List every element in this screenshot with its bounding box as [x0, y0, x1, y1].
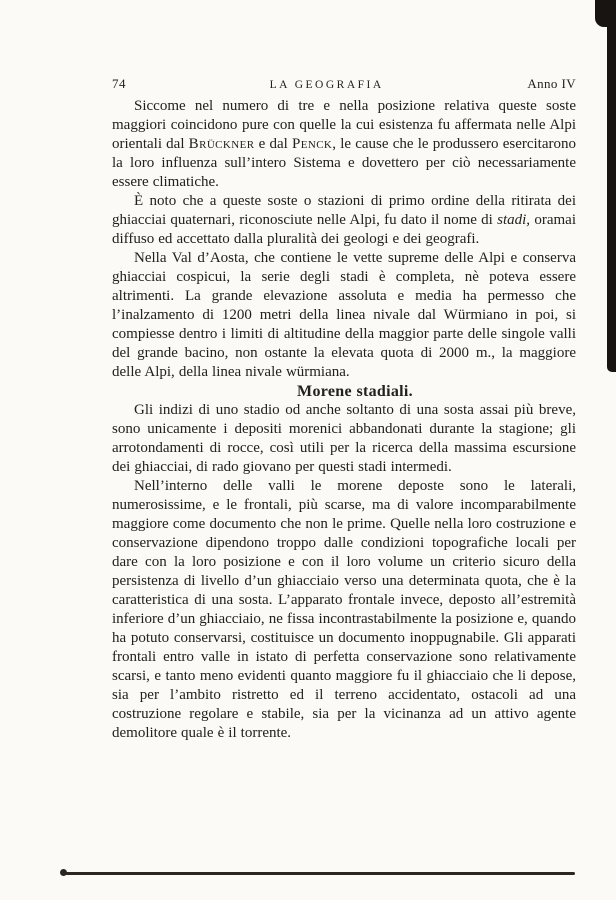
- text-segment: Nell’interno delle valli le morene deposte sono le laterali, numerosissime, e le frontali, più scarse, ma di valore incomparabilmente maggiore come documento che non le prime. Quelle nella loro costruzione e conservazione dipendono troppo dalle condizioni topografiche locali per dare con la loro posizione e con il loro volume un criterio sicuro della persistenza di livello d’un ghiacciaio verso una determinata quota, che è la caratteristica di una sosta. L’apparato frontale invece, deposto all’estremità inferiore d’un ghiacciaio, ne fissa incontrastabilmente la posizione e, quando ha potuto conservarsi, costituisce un documento inoppugnabile. Gli apparati frontali entro valle in istato di perfetta conservazione sono relativamente scarsi, e tanto meno evidenti quanto maggiore fu il ghiacciaio che li depose, sia per l’ambito ristretto ed il terreno accidentato, ostacoli ad una costruzione regolare e stabile, sia per la vicinanza ad un attivo agente demolitore quale è il torrente.: [112, 478, 576, 741]
- paragraph: [112, 401, 576, 477]
- text-segment: e dal: [254, 136, 292, 152]
- issue-label: Anno IV: [527, 76, 576, 91]
- text-segment: Gli indizi di uno stadio od anche soltanto di una sosta assai più breve, sono unicamente i depositi morenici abbandonati durante la stagione; gli arrotondamenti di rocce, così utili per la ricerca della massima escursione dei ghiacciai, di rado giovano per questi stadi intermedi.: [112, 402, 576, 475]
- page-number: 74: [112, 76, 126, 91]
- text-segment: , le cause che le produssero esercitarono la loro influenza sull’intero Sistema e dovettero per ciò necessariamente essere climatiche.: [112, 136, 576, 190]
- paragraph: [112, 477, 576, 743]
- body-text-after-heading: [112, 401, 576, 743]
- journal-title: LA GEOGRAFIA: [269, 79, 384, 91]
- text-segment-italic: stadi,: [497, 212, 531, 228]
- paragraph: [112, 249, 576, 382]
- text-segment: Siccome nel numero di tre e nella posizione relativa queste soste maggiori coincidono pure con quelle la cui esistenza fu affermata nelle Alpi orientali dal: [112, 98, 576, 152]
- running-header: [112, 76, 576, 92]
- scan-artifact-top-right-corner: [595, 0, 616, 27]
- text-segment: oramai diffuso ed accettato dalla pluralità dei geologi e dei geografi.: [112, 212, 576, 247]
- text-column: [112, 97, 576, 743]
- paragraph: [112, 97, 576, 192]
- text-segment: È noto che a queste soste o stazioni di primo ordine della ritirata dei ghiacciai quaternari, riconosciute nelle Alpi, fu dato il nome di: [112, 193, 576, 228]
- paragraph: [112, 192, 576, 249]
- scan-artifact-bottom-rule: [62, 872, 575, 875]
- scan-artifact-right-edge: [607, 0, 616, 372]
- text-segment: Nella Val d’Aosta, che contiene le vette supreme delle Alpi e conserva ghiacciai cospicui, la serie degli stadi è completa, nè poteva essere altrimenti. La grande elevazione assoluta e media ha permesso che l’inalzamento di 1200 metri della linea nivale dal Würmiano in poi, si compiesse dentro i limiti di altitudine della maggior parte delle singole valli del grande bacino, non ostante la elevata quota di 2000 m., la maggiore delle Alpi, della linea nivale würmiana.: [112, 250, 576, 380]
- text-segment-smallcaps: Brückner: [188, 136, 255, 152]
- body-text-before-heading: [112, 97, 576, 382]
- text-segment-smallcaps: Penck: [291, 136, 333, 152]
- scan-artifact-bottom-blob: [60, 869, 67, 876]
- section-heading: Morene stadiali.: [297, 383, 413, 400]
